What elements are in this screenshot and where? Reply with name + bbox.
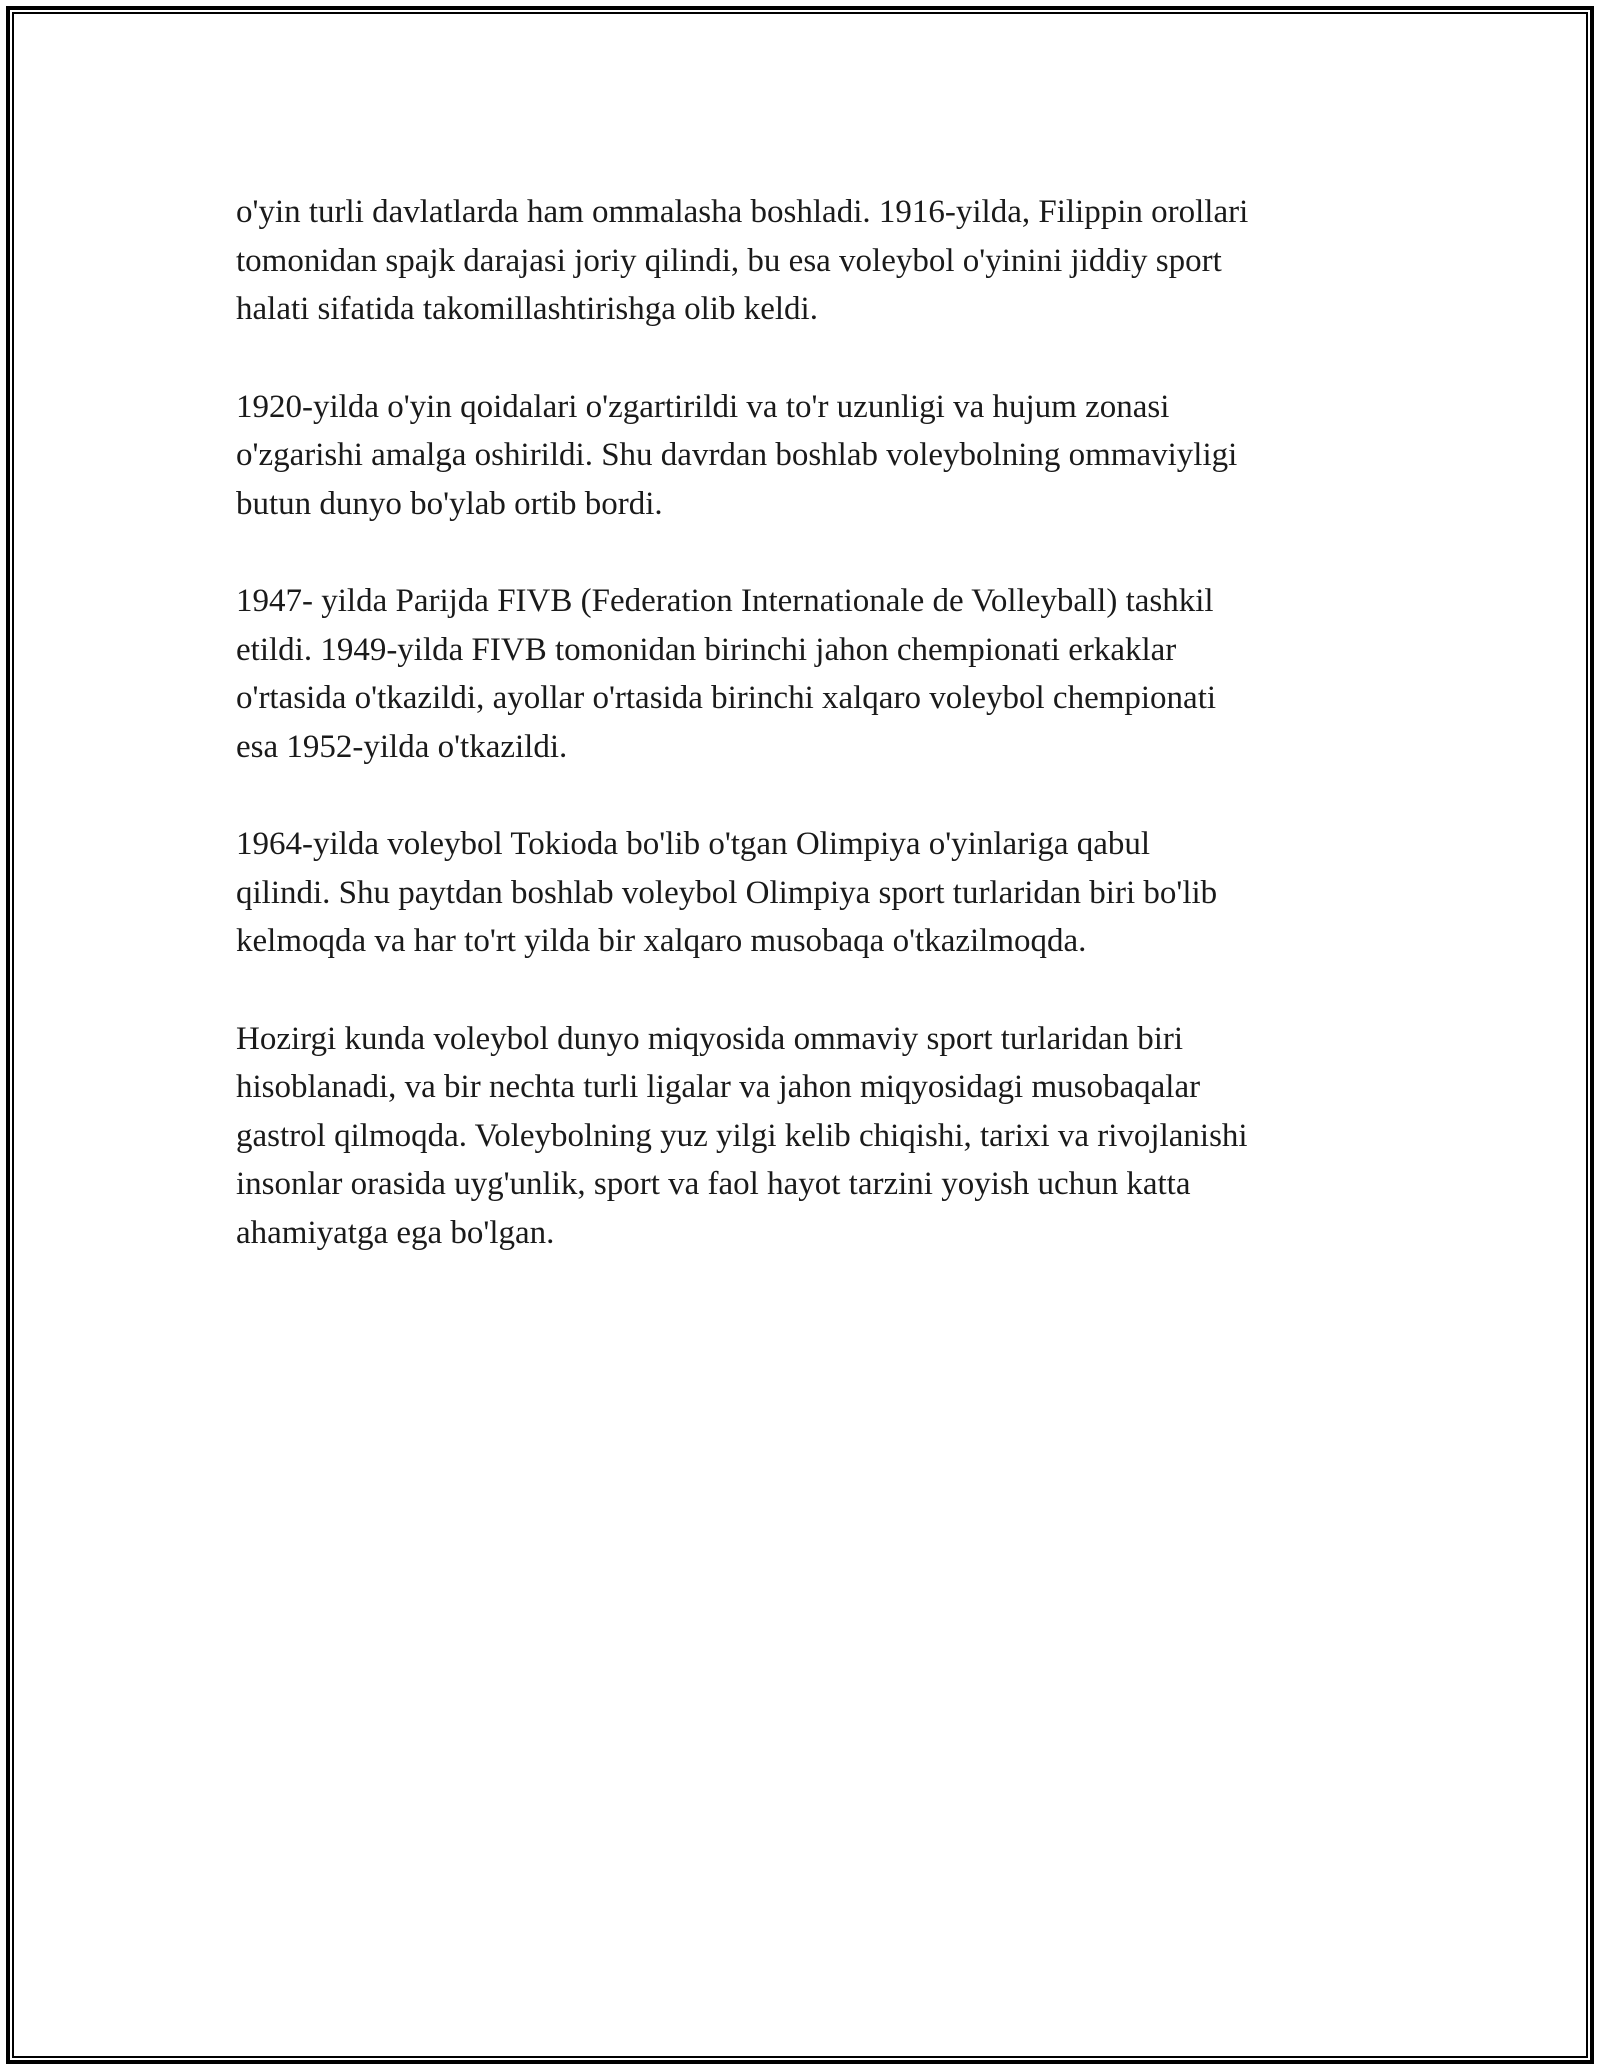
text-line: halati sifatida takomillashtirishga olib keldi.: [236, 291, 818, 327]
text-line: 1947- yilda Parijda FIVB (Federation Internationale de Volleyball) tashkil: [236, 583, 1214, 619]
text-line: butun dunyo bo'ylab ortib bordi.: [236, 485, 663, 522]
text-line: o'yin turli davlatlarda ham ommalasha boshladi. 1916-yilda, Filippin orollari: [236, 194, 1249, 230]
text-line: etildi. 1949-yilda FIVB tomonidan birinchi jahon chempionati erkaklar: [236, 631, 1177, 668]
paragraph-3: [236, 577, 1396, 771]
text-line: tomonidan spajk darajasi joriy qilindi, bu esa voleybol o'yinini jiddiy sport: [236, 242, 1222, 279]
text-line: 1920-yilda o'yin qoidalari o'zgartirildi va to'r uzunligi va hujum zonasi: [236, 388, 1170, 425]
paragraph-5: [236, 1015, 1396, 1258]
paragraph-2: [236, 383, 1396, 529]
paragraph-4: [236, 820, 1396, 966]
text-line: 1964-yilda voleybol Tokioda bo'lib o'tgan Olimpiya o'yinlariga qabul: [236, 826, 1151, 862]
text-line: esa 1952-yilda o'tkazildi.: [236, 728, 568, 765]
text-line: hisoblanadi, va bir nechta turli ligalar va jahon miqyosidagi musobaqalar: [236, 1069, 1201, 1105]
text-line: Hozirgi kunda voleybol dunyo miqyosida ommaviy sport turlaridan biri: [236, 1020, 1184, 1057]
text-line: o'zgarishi amalga oshirildi. Shu davrdan boshlab voleybolning ommaviyligi: [236, 437, 1238, 473]
text-line: kelmoqda va har to'rt yilda bir xalqaro musobaqa o'tkazilmoqda.: [236, 923, 1087, 959]
text-line: o'rtasida o'tkazildi, ayollar o'rtasida birinchi xalqaro voleybol chempionati: [236, 680, 1217, 716]
text-line: gastrol qilmoqda. Voleybolning yuz yilgi kelib chiqishi, tarixi va rivojlanishi: [236, 1117, 1248, 1154]
document-body: [236, 188, 1396, 1306]
text-line: qilindi. Shu paytdan boshlab voleybol Olimpiya sport turlaridan biri bo'lib: [236, 874, 1218, 911]
text-line: insonlar orasida uyg'unlik, sport va faol hayot tarzini yoyish uchun katta: [236, 1166, 1191, 1202]
text-line: ahamiyatga ega bo'lgan.: [236, 1214, 555, 1251]
paragraph-1: [236, 188, 1396, 334]
